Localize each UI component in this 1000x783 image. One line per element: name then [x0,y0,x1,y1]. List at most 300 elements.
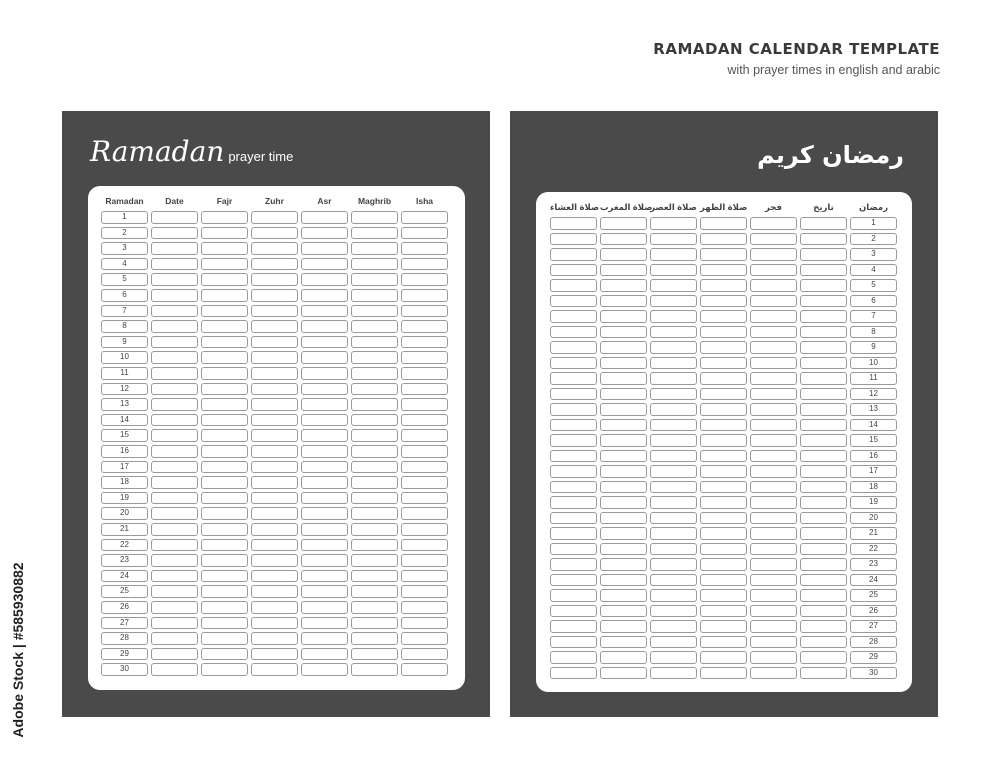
english-time-entry-cell[interactable] [401,211,448,224]
english-time-entry-cell[interactable] [351,383,398,396]
english-time-entry-cell[interactable] [201,632,248,645]
arabic-time-entry-cell[interactable] [550,326,597,339]
english-time-entry-cell[interactable] [151,617,198,630]
english-time-entry-cell[interactable] [401,492,448,505]
english-time-entry-cell[interactable] [301,398,348,411]
arabic-time-entry-cell[interactable] [550,512,597,525]
arabic-time-entry-cell[interactable] [650,496,697,509]
english-time-entry-cell[interactable] [401,507,448,520]
arabic-time-entry-cell[interactable] [800,651,847,664]
arabic-time-entry-cell[interactable] [750,372,797,385]
arabic-time-entry-cell[interactable] [550,574,597,587]
english-time-entry-cell[interactable] [151,429,198,442]
arabic-time-entry-cell[interactable] [750,357,797,370]
english-time-entry-cell[interactable] [351,601,398,614]
arabic-time-entry-cell[interactable] [600,667,647,680]
english-time-entry-cell[interactable] [151,398,198,411]
english-time-entry-cell[interactable] [401,351,448,364]
english-time-entry-cell[interactable] [301,320,348,333]
arabic-time-entry-cell[interactable] [650,589,697,602]
arabic-time-entry-cell[interactable] [550,527,597,540]
arabic-time-entry-cell[interactable] [750,667,797,680]
english-time-entry-cell[interactable] [201,663,248,676]
english-day-number-cell[interactable]: 27 [101,617,148,630]
english-time-entry-cell[interactable] [151,336,198,349]
english-time-entry-cell[interactable] [251,211,298,224]
english-time-entry-cell[interactable] [151,585,198,598]
arabic-time-entry-cell[interactable] [800,636,847,649]
english-time-entry-cell[interactable] [151,258,198,271]
english-time-entry-cell[interactable] [301,492,348,505]
arabic-day-number-cell[interactable]: 6 [850,295,897,308]
arabic-time-entry-cell[interactable] [800,403,847,416]
english-time-entry-cell[interactable] [251,632,298,645]
english-time-entry-cell[interactable] [351,414,398,427]
english-time-entry-cell[interactable] [351,648,398,661]
arabic-time-entry-cell[interactable] [800,341,847,354]
english-time-entry-cell[interactable] [201,258,248,271]
english-time-entry-cell[interactable] [251,289,298,302]
english-time-entry-cell[interactable] [251,445,298,458]
english-time-entry-cell[interactable] [401,476,448,489]
arabic-day-number-cell[interactable]: 5 [850,279,897,292]
english-time-entry-cell[interactable] [201,539,248,552]
english-time-entry-cell[interactable] [351,398,398,411]
english-time-entry-cell[interactable] [251,383,298,396]
english-time-entry-cell[interactable] [401,227,448,240]
arabic-time-entry-cell[interactable] [600,310,647,323]
arabic-time-entry-cell[interactable] [550,264,597,277]
english-day-number-cell[interactable]: 2 [101,227,148,240]
arabic-time-entry-cell[interactable] [750,217,797,230]
arabic-time-entry-cell[interactable] [800,295,847,308]
english-time-entry-cell[interactable] [251,461,298,474]
arabic-time-entry-cell[interactable] [650,558,697,571]
arabic-time-entry-cell[interactable] [700,574,747,587]
english-time-entry-cell[interactable] [201,492,248,505]
arabic-time-entry-cell[interactable] [550,295,597,308]
arabic-time-entry-cell[interactable] [550,341,597,354]
english-time-entry-cell[interactable] [401,632,448,645]
arabic-time-entry-cell[interactable] [600,295,647,308]
english-time-entry-cell[interactable] [201,648,248,661]
english-time-entry-cell[interactable] [301,242,348,255]
arabic-day-number-cell[interactable]: 28 [850,636,897,649]
english-time-entry-cell[interactable] [151,383,198,396]
english-time-entry-cell[interactable] [351,258,398,271]
arabic-time-entry-cell[interactable] [650,574,697,587]
arabic-time-entry-cell[interactable] [700,667,747,680]
arabic-day-number-cell[interactable]: 25 [850,589,897,602]
english-time-entry-cell[interactable] [351,227,398,240]
english-time-entry-cell[interactable] [351,445,398,458]
english-time-entry-cell[interactable] [201,523,248,536]
english-time-entry-cell[interactable] [401,429,448,442]
english-time-entry-cell[interactable] [201,351,248,364]
arabic-time-entry-cell[interactable] [550,605,597,618]
arabic-time-entry-cell[interactable] [800,357,847,370]
english-time-entry-cell[interactable] [151,445,198,458]
english-time-entry-cell[interactable] [301,539,348,552]
english-time-entry-cell[interactable] [251,336,298,349]
arabic-time-entry-cell[interactable] [750,512,797,525]
arabic-time-entry-cell[interactable] [550,465,597,478]
english-time-entry-cell[interactable] [201,242,248,255]
english-time-entry-cell[interactable] [201,367,248,380]
english-time-entry-cell[interactable] [401,601,448,614]
arabic-time-entry-cell[interactable] [700,310,747,323]
english-day-number-cell[interactable]: 24 [101,570,148,583]
arabic-day-number-cell[interactable]: 1 [850,217,897,230]
english-time-entry-cell[interactable] [251,398,298,411]
arabic-time-entry-cell[interactable] [650,527,697,540]
english-day-number-cell[interactable]: 17 [101,461,148,474]
english-time-entry-cell[interactable] [351,632,398,645]
arabic-time-entry-cell[interactable] [700,620,747,633]
english-time-entry-cell[interactable] [251,492,298,505]
english-day-number-cell[interactable]: 11 [101,367,148,380]
arabic-time-entry-cell[interactable] [550,403,597,416]
english-time-entry-cell[interactable] [151,539,198,552]
arabic-time-entry-cell[interactable] [650,450,697,463]
english-day-number-cell[interactable]: 21 [101,523,148,536]
english-time-entry-cell[interactable] [401,289,448,302]
english-time-entry-cell[interactable] [251,227,298,240]
arabic-time-entry-cell[interactable] [700,341,747,354]
english-time-entry-cell[interactable] [401,258,448,271]
english-time-entry-cell[interactable] [151,648,198,661]
english-time-entry-cell[interactable] [301,258,348,271]
arabic-time-entry-cell[interactable] [600,605,647,618]
arabic-time-entry-cell[interactable] [600,388,647,401]
english-time-entry-cell[interactable] [301,367,348,380]
english-time-entry-cell[interactable] [301,570,348,583]
arabic-time-entry-cell[interactable] [700,419,747,432]
arabic-time-entry-cell[interactable] [550,233,597,246]
english-time-entry-cell[interactable] [401,648,448,661]
arabic-time-entry-cell[interactable] [800,372,847,385]
english-time-entry-cell[interactable] [301,429,348,442]
arabic-day-number-cell[interactable]: 10 [850,357,897,370]
arabic-time-entry-cell[interactable] [700,636,747,649]
arabic-time-entry-cell[interactable] [600,419,647,432]
english-time-entry-cell[interactable] [301,445,348,458]
arabic-time-entry-cell[interactable] [800,512,847,525]
arabic-time-entry-cell[interactable] [800,667,847,680]
arabic-time-entry-cell[interactable] [800,233,847,246]
arabic-time-entry-cell[interactable] [600,434,647,447]
arabic-time-entry-cell[interactable] [650,651,697,664]
english-day-number-cell[interactable]: 16 [101,445,148,458]
english-time-entry-cell[interactable] [401,320,448,333]
english-time-entry-cell[interactable] [401,414,448,427]
english-time-entry-cell[interactable] [301,289,348,302]
arabic-time-entry-cell[interactable] [750,279,797,292]
arabic-time-entry-cell[interactable] [700,558,747,571]
arabic-day-number-cell[interactable]: 16 [850,450,897,463]
english-time-entry-cell[interactable] [401,273,448,286]
arabic-time-entry-cell[interactable] [750,450,797,463]
english-time-entry-cell[interactable] [251,570,298,583]
arabic-time-entry-cell[interactable] [600,574,647,587]
arabic-time-entry-cell[interactable] [550,651,597,664]
english-day-number-cell[interactable]: 22 [101,539,148,552]
arabic-time-entry-cell[interactable] [650,636,697,649]
arabic-time-entry-cell[interactable] [600,527,647,540]
english-time-entry-cell[interactable] [351,507,398,520]
english-time-entry-cell[interactable] [201,414,248,427]
english-time-entry-cell[interactable] [401,383,448,396]
english-time-entry-cell[interactable] [401,570,448,583]
english-time-entry-cell[interactable] [201,211,248,224]
arabic-time-entry-cell[interactable] [750,481,797,494]
english-time-entry-cell[interactable] [351,351,398,364]
english-time-entry-cell[interactable] [201,336,248,349]
arabic-time-entry-cell[interactable] [750,310,797,323]
arabic-time-entry-cell[interactable] [700,496,747,509]
arabic-time-entry-cell[interactable] [700,450,747,463]
english-time-entry-cell[interactable] [351,242,398,255]
english-time-entry-cell[interactable] [251,554,298,567]
arabic-day-number-cell[interactable]: 11 [850,372,897,385]
english-time-entry-cell[interactable] [301,663,348,676]
arabic-time-entry-cell[interactable] [550,357,597,370]
english-time-entry-cell[interactable] [351,476,398,489]
english-time-entry-cell[interactable] [351,492,398,505]
arabic-time-entry-cell[interactable] [600,651,647,664]
english-time-entry-cell[interactable] [301,554,348,567]
arabic-time-entry-cell[interactable] [550,279,597,292]
english-time-entry-cell[interactable] [401,398,448,411]
english-time-entry-cell[interactable] [201,570,248,583]
english-time-entry-cell[interactable] [151,227,198,240]
arabic-time-entry-cell[interactable] [650,543,697,556]
english-time-entry-cell[interactable] [151,492,198,505]
english-time-entry-cell[interactable] [151,663,198,676]
english-day-number-cell[interactable]: 9 [101,336,148,349]
english-time-entry-cell[interactable] [301,273,348,286]
arabic-time-entry-cell[interactable] [600,341,647,354]
arabic-time-entry-cell[interactable] [800,388,847,401]
arabic-time-entry-cell[interactable] [700,326,747,339]
arabic-time-entry-cell[interactable] [800,419,847,432]
english-day-number-cell[interactable]: 19 [101,492,148,505]
arabic-time-entry-cell[interactable] [550,372,597,385]
arabic-time-entry-cell[interactable] [750,620,797,633]
arabic-time-entry-cell[interactable] [800,589,847,602]
english-time-entry-cell[interactable] [301,336,348,349]
english-time-entry-cell[interactable] [201,585,248,598]
english-day-number-cell[interactable]: 18 [101,476,148,489]
english-time-entry-cell[interactable] [251,601,298,614]
arabic-time-entry-cell[interactable] [800,264,847,277]
arabic-time-entry-cell[interactable] [650,620,697,633]
arabic-time-entry-cell[interactable] [800,279,847,292]
english-day-number-cell[interactable]: 8 [101,320,148,333]
arabic-time-entry-cell[interactable] [550,558,597,571]
english-day-number-cell[interactable]: 23 [101,554,148,567]
arabic-time-entry-cell[interactable] [650,248,697,261]
english-time-entry-cell[interactable] [401,336,448,349]
arabic-time-entry-cell[interactable] [700,605,747,618]
english-time-entry-cell[interactable] [251,242,298,255]
english-time-entry-cell[interactable] [151,632,198,645]
arabic-day-number-cell[interactable]: 29 [850,651,897,664]
arabic-day-number-cell[interactable]: 13 [850,403,897,416]
english-time-entry-cell[interactable] [151,273,198,286]
arabic-time-entry-cell[interactable] [600,620,647,633]
arabic-time-entry-cell[interactable] [750,465,797,478]
english-time-entry-cell[interactable] [351,305,398,318]
english-time-entry-cell[interactable] [401,461,448,474]
english-time-entry-cell[interactable] [301,305,348,318]
arabic-time-entry-cell[interactable] [550,543,597,556]
arabic-time-entry-cell[interactable] [650,217,697,230]
arabic-time-entry-cell[interactable] [600,481,647,494]
arabic-time-entry-cell[interactable] [650,434,697,447]
arabic-time-entry-cell[interactable] [800,543,847,556]
english-day-number-cell[interactable]: 1 [101,211,148,224]
arabic-time-entry-cell[interactable] [550,496,597,509]
english-time-entry-cell[interactable] [201,429,248,442]
arabic-time-entry-cell[interactable] [700,264,747,277]
english-day-number-cell[interactable]: 5 [101,273,148,286]
english-time-entry-cell[interactable] [301,383,348,396]
arabic-time-entry-cell[interactable] [800,620,847,633]
english-time-entry-cell[interactable] [301,351,348,364]
arabic-time-entry-cell[interactable] [600,248,647,261]
arabic-time-entry-cell[interactable] [650,326,697,339]
english-time-entry-cell[interactable] [201,398,248,411]
arabic-time-entry-cell[interactable] [700,543,747,556]
english-time-entry-cell[interactable] [351,367,398,380]
arabic-time-entry-cell[interactable] [550,636,597,649]
english-time-entry-cell[interactable] [351,554,398,567]
arabic-time-entry-cell[interactable] [750,341,797,354]
arabic-time-entry-cell[interactable] [600,543,647,556]
english-time-entry-cell[interactable] [151,305,198,318]
arabic-time-entry-cell[interactable] [550,419,597,432]
arabic-time-entry-cell[interactable] [650,667,697,680]
arabic-time-entry-cell[interactable] [700,233,747,246]
english-day-number-cell[interactable]: 26 [101,601,148,614]
arabic-time-entry-cell[interactable] [700,388,747,401]
arabic-time-entry-cell[interactable] [650,357,697,370]
arabic-time-entry-cell[interactable] [750,326,797,339]
arabic-time-entry-cell[interactable] [750,605,797,618]
english-time-entry-cell[interactable] [151,570,198,583]
english-time-entry-cell[interactable] [401,585,448,598]
english-time-entry-cell[interactable] [251,585,298,598]
arabic-time-entry-cell[interactable] [800,527,847,540]
arabic-time-entry-cell[interactable] [700,527,747,540]
arabic-time-entry-cell[interactable] [550,450,597,463]
arabic-time-entry-cell[interactable] [600,372,647,385]
arabic-day-number-cell[interactable]: 14 [850,419,897,432]
arabic-day-number-cell[interactable]: 15 [850,434,897,447]
arabic-time-entry-cell[interactable] [800,217,847,230]
english-day-number-cell[interactable]: 14 [101,414,148,427]
arabic-time-entry-cell[interactable] [750,233,797,246]
arabic-time-entry-cell[interactable] [750,403,797,416]
english-time-entry-cell[interactable] [251,507,298,520]
arabic-time-entry-cell[interactable] [700,357,747,370]
english-time-entry-cell[interactable] [351,523,398,536]
arabic-time-entry-cell[interactable] [700,403,747,416]
arabic-time-entry-cell[interactable] [750,496,797,509]
arabic-time-entry-cell[interactable] [650,295,697,308]
arabic-day-number-cell[interactable]: 24 [850,574,897,587]
arabic-day-number-cell[interactable]: 17 [850,465,897,478]
english-time-entry-cell[interactable] [151,601,198,614]
english-time-entry-cell[interactable] [301,227,348,240]
arabic-time-entry-cell[interactable] [750,264,797,277]
english-time-entry-cell[interactable] [251,648,298,661]
english-time-entry-cell[interactable] [201,305,248,318]
english-day-number-cell[interactable]: 30 [101,663,148,676]
arabic-time-entry-cell[interactable] [800,558,847,571]
arabic-time-entry-cell[interactable] [600,326,647,339]
arabic-day-number-cell[interactable]: 23 [850,558,897,571]
english-time-entry-cell[interactable] [251,320,298,333]
english-time-entry-cell[interactable] [201,320,248,333]
arabic-time-entry-cell[interactable] [750,527,797,540]
arabic-time-entry-cell[interactable] [600,357,647,370]
english-time-entry-cell[interactable] [151,461,198,474]
english-time-entry-cell[interactable] [401,663,448,676]
arabic-time-entry-cell[interactable] [800,481,847,494]
english-time-entry-cell[interactable] [351,585,398,598]
english-time-entry-cell[interactable] [201,289,248,302]
arabic-time-entry-cell[interactable] [650,419,697,432]
english-day-number-cell[interactable]: 20 [101,507,148,520]
english-time-entry-cell[interactable] [301,414,348,427]
arabic-day-number-cell[interactable]: 21 [850,527,897,540]
arabic-day-number-cell[interactable]: 18 [850,481,897,494]
arabic-time-entry-cell[interactable] [600,217,647,230]
arabic-time-entry-cell[interactable] [600,636,647,649]
english-time-entry-cell[interactable] [351,663,398,676]
arabic-day-number-cell[interactable]: 8 [850,326,897,339]
arabic-time-entry-cell[interactable] [800,434,847,447]
english-day-number-cell[interactable]: 10 [101,351,148,364]
english-time-entry-cell[interactable] [151,351,198,364]
english-time-entry-cell[interactable] [251,414,298,427]
arabic-day-number-cell[interactable]: 22 [850,543,897,556]
arabic-time-entry-cell[interactable] [750,636,797,649]
english-time-entry-cell[interactable] [251,273,298,286]
english-time-entry-cell[interactable] [351,211,398,224]
english-time-entry-cell[interactable] [251,367,298,380]
arabic-time-entry-cell[interactable] [650,512,697,525]
arabic-time-entry-cell[interactable] [600,512,647,525]
arabic-time-entry-cell[interactable] [800,248,847,261]
english-time-entry-cell[interactable] [301,476,348,489]
english-time-entry-cell[interactable] [151,320,198,333]
arabic-day-number-cell[interactable]: 30 [850,667,897,680]
english-time-entry-cell[interactable] [401,305,448,318]
english-day-number-cell[interactable]: 3 [101,242,148,255]
english-time-entry-cell[interactable] [351,336,398,349]
arabic-time-entry-cell[interactable] [550,217,597,230]
english-time-entry-cell[interactable] [251,258,298,271]
english-time-entry-cell[interactable] [201,554,248,567]
arabic-time-entry-cell[interactable] [550,481,597,494]
arabic-time-entry-cell[interactable] [700,465,747,478]
english-time-entry-cell[interactable] [201,476,248,489]
arabic-time-entry-cell[interactable] [800,605,847,618]
arabic-time-entry-cell[interactable] [800,574,847,587]
